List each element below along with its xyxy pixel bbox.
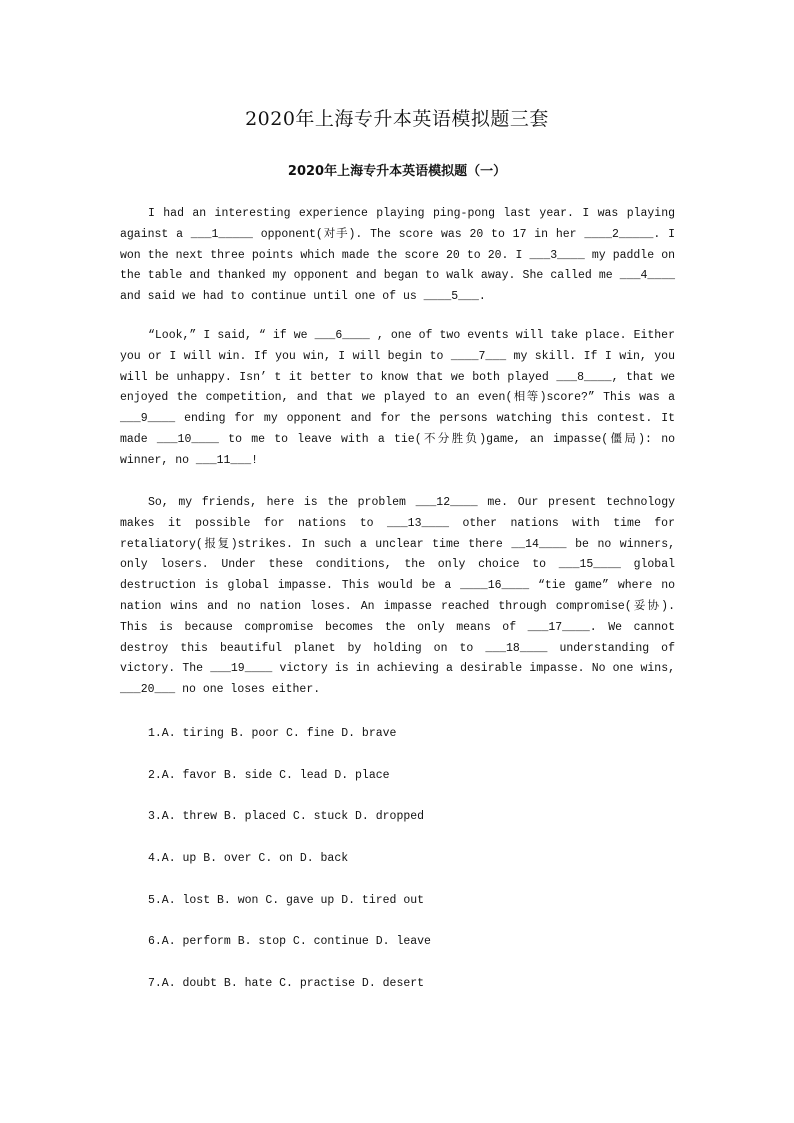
option-item-7: 7.A. doubt B. hate C. practise D. desert [148,977,425,991]
document-title: 2020年上海专升本英语模拟题三套 [245,108,549,130]
passage-paragraph-1: I had an interesting experience playing ping-pong last year. I was playing against a ___1_____ opponent(对手). The score was 20 to 17 in her ____2_____. I won the next three points which made the score 20 to 20. I ___3____ my paddle on the table and thanked my opponent and began to walk away. She called me ___4____ and said we had to continue until one of us ____5___. [120,207,675,304]
option-item-4: 4.A. up B. over C. on D. back [148,852,349,866]
passage-paragraph-3: So, my friends, here is the problem ___12____ me. Our present technology makes it possible for nations to ___13____ other nations with time for retaliatory(报复)strikes. In such a unclear time there __14____ be no winners, only losers. Under these conditions, the only choice to ___15____ global destruction is global impasse. This would be a ____16____ “tie game” where no nation wins and no nation loses. An impasse reached through compromise(妥协). This is because compromise becomes the only means of ___17____. We cannot destroy this beautiful planet by holding on to ___18____ understanding of victory. The ___19____ victory is in achieving a desirable impasse. No one wins, ___20___ no one loses either. [120,496,675,697]
option-item-5: 5.A. lost B. won C. gave up D. tired out [148,893,425,907]
option-item-1: 1.A. tiring B. poor C. fine D. brave [148,727,397,740]
option-item-3: 3.A. threw B. placed C. stuck D. dropped [148,810,425,824]
answer-options-list [148,724,668,1016]
passage-paragraph-2: “Look,” I said, “ if we ___6____ , one of two events will take place. Either you or I will win. If you win, I will begin to ____7___ my skill. If I win, you will be unhappy. Isn’ t it better to know that we both played ___8____, that we enjoyed the competition, and that we played to an even(相等)score?” This was a ___9____ ending for my opponent and for the persons watching this contest. It made ___10____ to me to leave with a tie(不分胜负)game, an impasse(僵局): no winner, no ___11___! [120,329,675,467]
document-subtitle: 2020年上海专升本英语模拟题（一） [287,164,507,179]
option-item-2: 2.A. favor B. side C. lead D. place [148,768,390,782]
option-item-6: 6.A. perform B. stop C. continue D. leave [148,935,431,949]
